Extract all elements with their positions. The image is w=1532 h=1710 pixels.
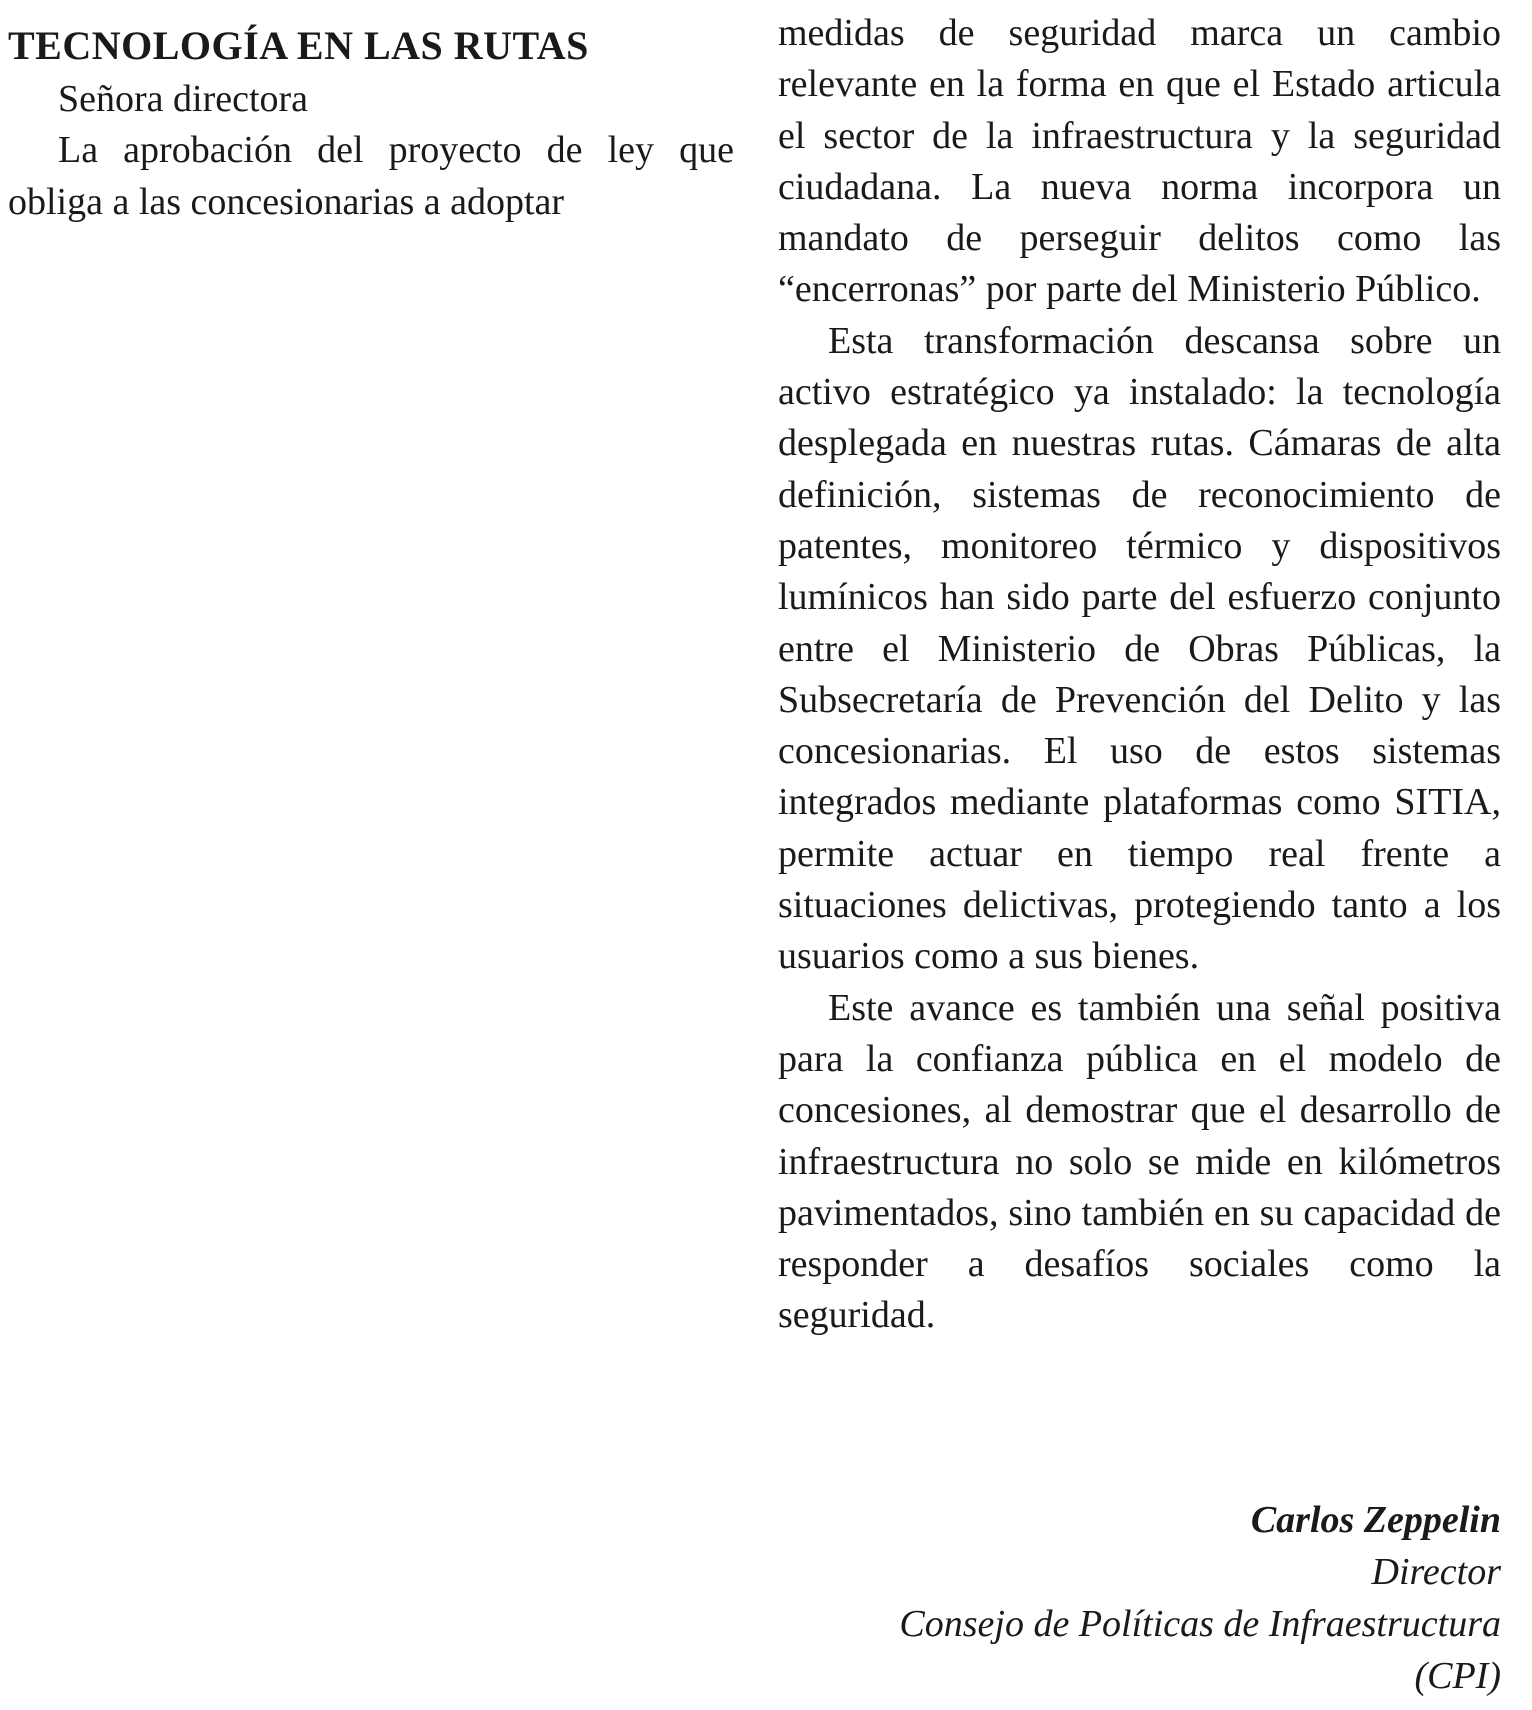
right-column bbox=[778, 8, 1501, 1342]
paragraph-2: Esta transformación descansa sobre un activo estratégico ya instalado: la tecnología desplegada en nuestras rutas. Cámaras de alta definición, sistemas de reconocimiento de patentes, monitoreo térmico y dispositivos lumínicos han sido parte del esfuerzo conjunto entre el Ministerio de Obras Públicas, la Subsecretaría de Prevención del Delito y las concesionarias. El uso de estos sistemas integrados mediante plataformas como SITIA, permite actuar en tiempo real frente a situaciones delictivas, protegiendo tanto a los usuarios como a sus bienes. bbox=[778, 319, 1501, 978]
paragraph-1-start: La aprobación del proyecto de ley que obliga a las concesionarias a adoptar bbox=[8, 129, 734, 223]
signature-organization: Consejo de Políticas de Infraestructura bbox=[899, 1603, 1501, 1645]
signature-block bbox=[899, 1494, 1501, 1702]
signature-name: Carlos Zeppelin bbox=[1250, 1499, 1501, 1541]
paragraph-3: Este avance es también una señal positiva para la confianza pública en el modelo de concesiones, al demostrar que el desarrollo de infraestructura no solo se mide en kilómetros pavimentados, sino también en su capacidad de responder a desafíos sociales como la seguridad. bbox=[778, 986, 1501, 1337]
salutation: Señora directora bbox=[58, 78, 309, 120]
letter-headline: TECNOLOGÍA EN LAS RUTAS bbox=[8, 23, 589, 68]
left-column bbox=[8, 20, 734, 228]
signature-role: Director bbox=[1371, 1551, 1501, 1593]
signature-acronym: (CPI) bbox=[1414, 1655, 1501, 1697]
paragraph-1-continued: medidas de seguridad marca un cambio relevante en la forma en que el Estado articula el sector de la infraestructura y la seguridad ciudadana. La nueva norma incorpora un mandato de perseguir delitos como las “encerronas” por parte del Ministerio Público. bbox=[778, 12, 1501, 311]
